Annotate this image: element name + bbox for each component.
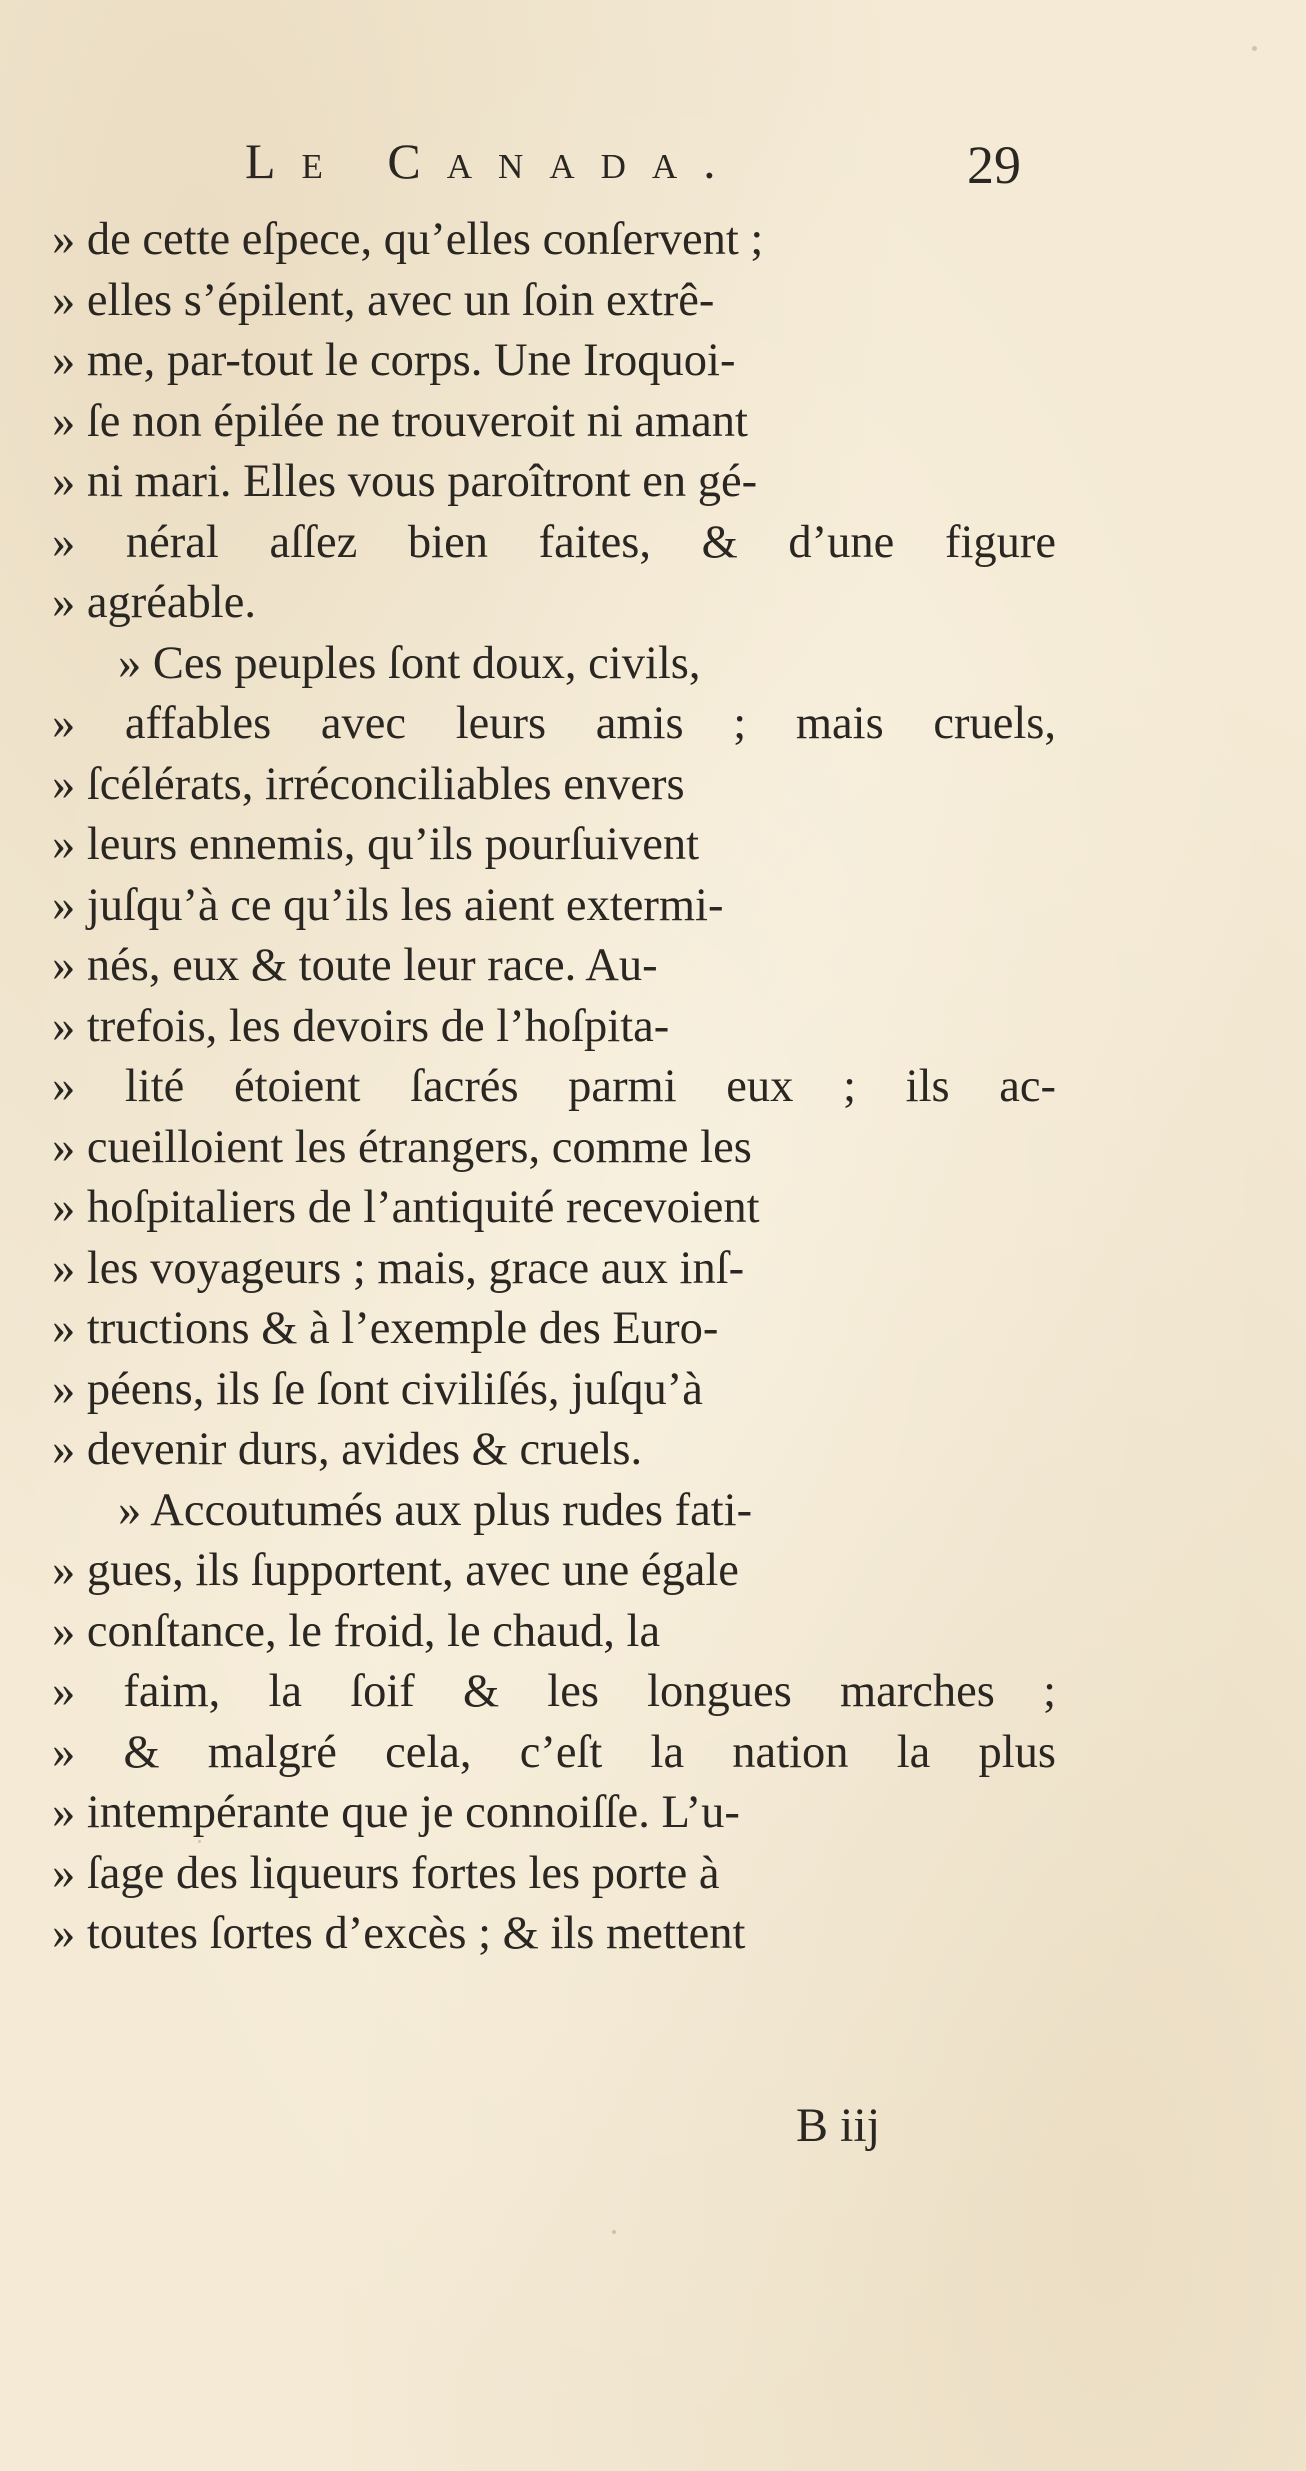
text-line: » hoſpitaliers de l’antiquité recevoient xyxy=(52,1182,760,1233)
text-line: » nés, eux & toute leur race. Au- xyxy=(52,940,658,991)
text-line: » elles s’épilent, avec un ſoin extrê- xyxy=(52,275,715,326)
running-title: Le Canada. xyxy=(245,133,742,189)
text-line: » faim, la ſoif & les longues marches ; xyxy=(52,1666,1056,1717)
text-line: » conſtance, le froid, le chaud, la xyxy=(52,1606,661,1657)
text-line: » cueilloient les étrangers, comme les xyxy=(52,1122,752,1173)
text-line: » ſcélérats, irréconciliables envers xyxy=(52,759,685,810)
paper-stain xyxy=(612,2230,616,2234)
text-line: » agréable. xyxy=(52,577,256,628)
text-line: » ſage des liqueurs fortes les porte à xyxy=(52,1848,720,1899)
text-line: » affables avec leurs amis ; mais cruels, xyxy=(52,698,1056,749)
text-line: » gues, ils ſupportent, avec une égale xyxy=(52,1545,739,1596)
running-head xyxy=(245,132,1045,212)
text-line: » néral aſſez bien faites, & d’une figure xyxy=(52,517,1056,568)
text-line: » ſe non épilée ne trouveroit ni amant xyxy=(52,396,748,447)
text-line: » devenir durs, avides & cruels. xyxy=(52,1424,643,1475)
text-line: » Ces peuples ſont doux, civils, xyxy=(118,638,701,689)
text-line: » péens, ils ſe ſont civiliſés, juſqu’à xyxy=(52,1364,703,1415)
signature-mark: B iij xyxy=(796,2099,881,2152)
text-line: » les voyageurs ; mais, grace aux inſ- xyxy=(52,1243,745,1294)
text-line: » me, par-tout le corps. Une Iroquoi- xyxy=(52,335,736,386)
page-number: 29 xyxy=(967,135,1021,195)
text-line: » lité étoient ſacrés parmi eux ; ils ac- xyxy=(52,1061,1056,1112)
text-line: » intempérante que je connoiſſe. L’u- xyxy=(52,1787,740,1838)
text-line: » trefois, les devoirs de l’hoſpita- xyxy=(52,1001,670,1052)
paper-stain xyxy=(1252,46,1257,51)
text-line: » tructions & à l’exemple des Euro- xyxy=(52,1303,719,1354)
text-line: » Accoutumés aux plus rudes fati- xyxy=(118,1485,753,1536)
text-line: » & malgré cela, c’eſt la nation la plus xyxy=(52,1727,1056,1778)
text-line: » leurs ennemis, qu’ils pourſuivent xyxy=(52,819,700,870)
text-line: » toutes ſortes d’excès ; & ils mettent xyxy=(52,1908,746,1959)
text-line: » ni mari. Elles vous paroîtront en gé- xyxy=(52,456,758,507)
text-line: » juſqu’à ce qu’ils les aient extermi- xyxy=(52,880,724,931)
text-line: » de cette eſpece, qu’elles conſervent ; xyxy=(52,214,764,265)
